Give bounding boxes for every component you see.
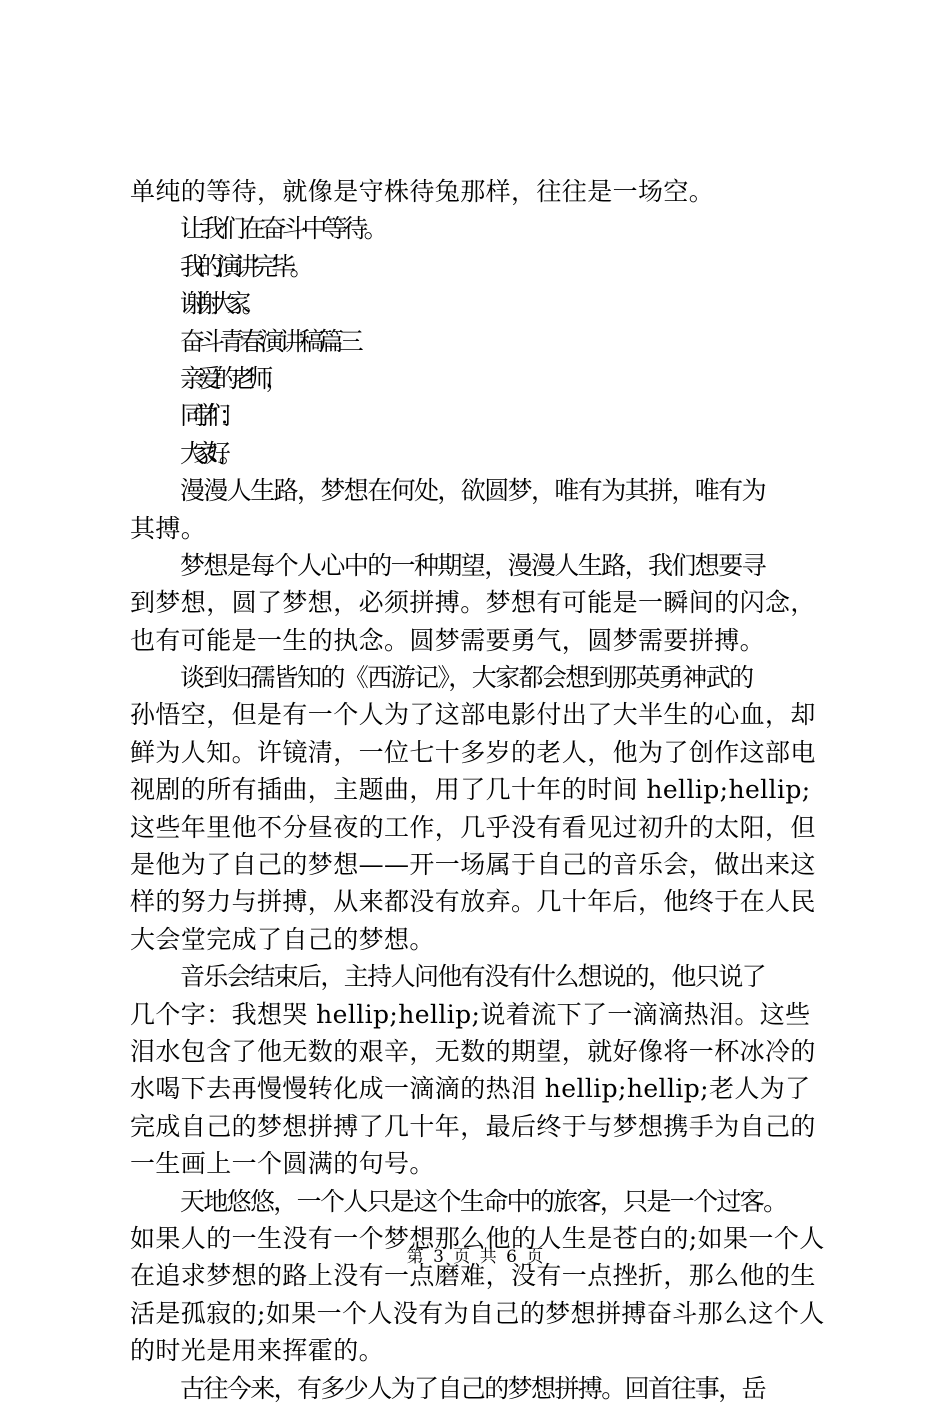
text-line: 大会堂完成了自己的梦想。	[130, 924, 435, 954]
text-line: 鲜为人知。许镜清，一位七十多岁的老人，他为了创作这部电	[130, 737, 816, 767]
text-line: 音乐会结束后，主持人问他有没有什么想说的，他只说了	[180, 962, 766, 992]
text-line: 这些年里他不分昼夜的工作，几乎没有看见过初升的太阳，但	[130, 812, 816, 842]
text-line: 漫漫人生路，梦想在何处，欲圆梦，唯有为其拼，唯有为	[180, 476, 766, 506]
text-line: 谈到妇孺皆知的《西游记》，大家都会想到那英勇神武的	[180, 663, 753, 693]
document-body	[130, 173, 836, 1407]
text-line: 梦想是每个人心中的一种期望，漫漫人生路，我们想要寻	[180, 550, 766, 580]
text-line: 活是孤寂的;如果一个人没有为自己的梦想拼搏奋斗那么这个人	[130, 1298, 825, 1328]
text-line: 其搏。	[130, 513, 207, 543]
text-line: 在追求梦想的路上没有一点磨难，没有一点挫折，那么他的生	[130, 1261, 816, 1291]
text-line: 一生画上一个圆满的句号。	[130, 1149, 435, 1179]
page-number-footer: 第 3 页 共 6 页	[406, 1247, 544, 1267]
text-line: 同学们：	[180, 401, 232, 431]
text-line: 孙悟空，但是有一个人为了这部电影付出了大半生的心血，却	[130, 700, 816, 730]
text-line: 亲爱的老师，	[180, 363, 283, 393]
text-line: 让我们在奋斗中等待。	[180, 214, 385, 244]
text-line: 视剧的所有插曲，主题曲，用了几十年的时间 hellip;hellip;	[130, 775, 811, 805]
text-line: 天地悠悠，一个人只是这个生命中的旅客，只是一个过客。	[180, 1186, 787, 1216]
text-line: 单纯的等待，就像是守株待兔那样，往往是一场空。	[130, 177, 715, 206]
text-line: 水喝下去再慢慢转化成一滴滴的热泪 hellip;hellip;老人为了	[130, 1074, 811, 1104]
text-line: 大家好。	[180, 438, 232, 468]
text-line: 到梦想，圆了梦想，必须拼搏。梦想有可能是一瞬间的闪念，	[130, 588, 816, 618]
text-line: 几个字：我想哭 hellip;hellip;说着流下了一滴滴热泪。这些	[130, 999, 811, 1029]
text-line: 完成自己的梦想拼搏了几十年，最后终于与梦想携手为自己的	[130, 1111, 816, 1141]
text-line: 是他为了自己的梦想——开一场属于自己的音乐会，做出来这	[130, 850, 816, 880]
text-line: 样的努力与拼搏，从来都没有放弃。几十年后，他终于在人民	[130, 887, 816, 917]
text-line: 谢谢大家。	[180, 289, 258, 319]
text-line: 古往今来，有多少人为了自己的梦想拼搏。回首往事，岳	[180, 1373, 766, 1403]
text-line: 泪水包含了他无数的艰辛，无数的期望，就好像将一杯冰冷的	[130, 1036, 816, 1066]
text-line: 奋斗青春演讲稿篇三	[180, 326, 359, 356]
text-line: 也有可能是一生的执念。圆梦需要勇气，圆梦需要拼搏。	[130, 625, 766, 655]
text-line: 的时光是用来挥霍的。	[130, 1336, 385, 1366]
text-line: 我的演讲完毕。	[180, 251, 308, 281]
text-line: 如果人的一生没有一个梦想那么他的人生是苍白的;如果一个人	[130, 1223, 825, 1253]
